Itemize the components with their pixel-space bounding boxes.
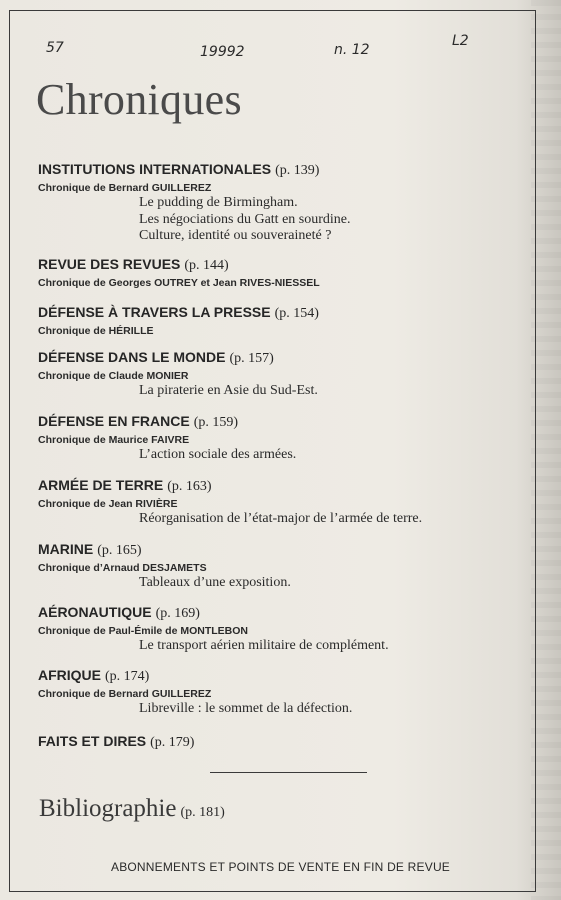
toc-entry — [38, 302, 521, 338]
toc-entry — [38, 411, 521, 464]
page-ref: (p. 169) — [155, 606, 200, 621]
page-ref: (p. 165) — [97, 543, 142, 558]
page-ref: (p. 159) — [193, 415, 239, 430]
article-title: Culture, identité ou souveraineté ? — [139, 228, 332, 243]
bibliography-heading — [39, 795, 225, 823]
article-title: Le pudding de Birmingham. — [139, 195, 298, 210]
footer-note: ABONNEMENTS ET POINTS DE VENTE EN FIN DE REVUE — [110, 860, 451, 874]
author-line: Chronique de Paul-Émile de MONTLEBON — [38, 625, 249, 637]
toc-entry — [38, 602, 521, 655]
article-title: L’action sociale des armées. — [139, 447, 297, 462]
toc-entry — [38, 254, 521, 290]
rubric-title: REVUE DES REVUES — [38, 256, 181, 272]
rubric-title: AFRIQUE — [38, 667, 101, 683]
article-title: Libreville : le sommet de la défection. — [139, 701, 353, 716]
article-title: La piraterie en Asie du Sud-Est. — [139, 383, 318, 398]
author-line: Chronique d’Arnaud DESJAMETS — [38, 562, 207, 574]
handwritten-note-4: L2 — [452, 33, 469, 49]
bibliography-page-ref: (p. 181) — [180, 805, 225, 820]
divider-rule — [210, 772, 367, 773]
handwritten-note-1: 57 — [46, 40, 64, 56]
rubric-title: FAITS ET DIRES — [38, 733, 147, 749]
toc-entry — [38, 475, 521, 528]
page-ref: (p. 174) — [105, 669, 150, 684]
author-line: Chronique de Maurice FAIVRE — [38, 434, 190, 446]
bibliography-title: Bibliographie — [39, 795, 177, 822]
handwritten-note-3: n. 12 — [334, 42, 370, 58]
author-line: Chronique de Bernard GUILLEREZ — [38, 688, 212, 700]
page-ref: (p. 157) — [229, 351, 274, 366]
rubric-title: AÉRONAUTIQUE — [38, 604, 152, 620]
rubric-title: DÉFENSE EN FRANCE — [38, 413, 190, 429]
author-line: Chronique de Bernard GUILLEREZ — [38, 182, 212, 194]
article-title: Les négociations du Gatt en sourdine. — [139, 211, 351, 227]
toc-entry — [38, 665, 521, 718]
page-ref: (p. 179) — [150, 735, 195, 750]
author-line: Chronique de Georges OUTREY et Jean RIVES-NIESSEL — [38, 277, 320, 289]
rubric-title: DÉFENSE À TRAVERS LA PRESSE — [38, 304, 271, 320]
toc-entry — [38, 347, 521, 400]
page-ref: (p. 154) — [274, 306, 319, 321]
article-title: Le transport aérien militaire de complément. — [139, 638, 389, 653]
toc-entry — [38, 539, 521, 592]
rubric-title: DÉFENSE DANS LE MONDE — [38, 349, 226, 365]
article-title: Réorganisation de l’état-major de l’armée de terre. — [139, 511, 423, 526]
rubric-title: INSTITUTIONS INTERNATIONALES — [38, 161, 272, 177]
article-title: Tableaux d’une exposition. — [139, 575, 291, 590]
page-ref: (p. 163) — [167, 479, 212, 494]
page-ref: (p. 139) — [275, 163, 320, 178]
author-line: Chronique de Jean RIVIÈRE — [38, 498, 178, 510]
author-line: Chronique de Claude MONIER — [38, 370, 189, 382]
page-title: Chroniques — [36, 75, 242, 124]
page-ref: (p. 144) — [184, 258, 229, 273]
toc-entry — [38, 159, 521, 245]
rubric-title: ARMÉE DE TERRE — [38, 477, 164, 493]
toc-entry — [38, 731, 521, 753]
author-line: Chronique de HÉRILLE — [38, 325, 154, 337]
handwritten-note-2: 19992 — [200, 44, 245, 60]
rubric-title: MARINE — [38, 541, 94, 557]
